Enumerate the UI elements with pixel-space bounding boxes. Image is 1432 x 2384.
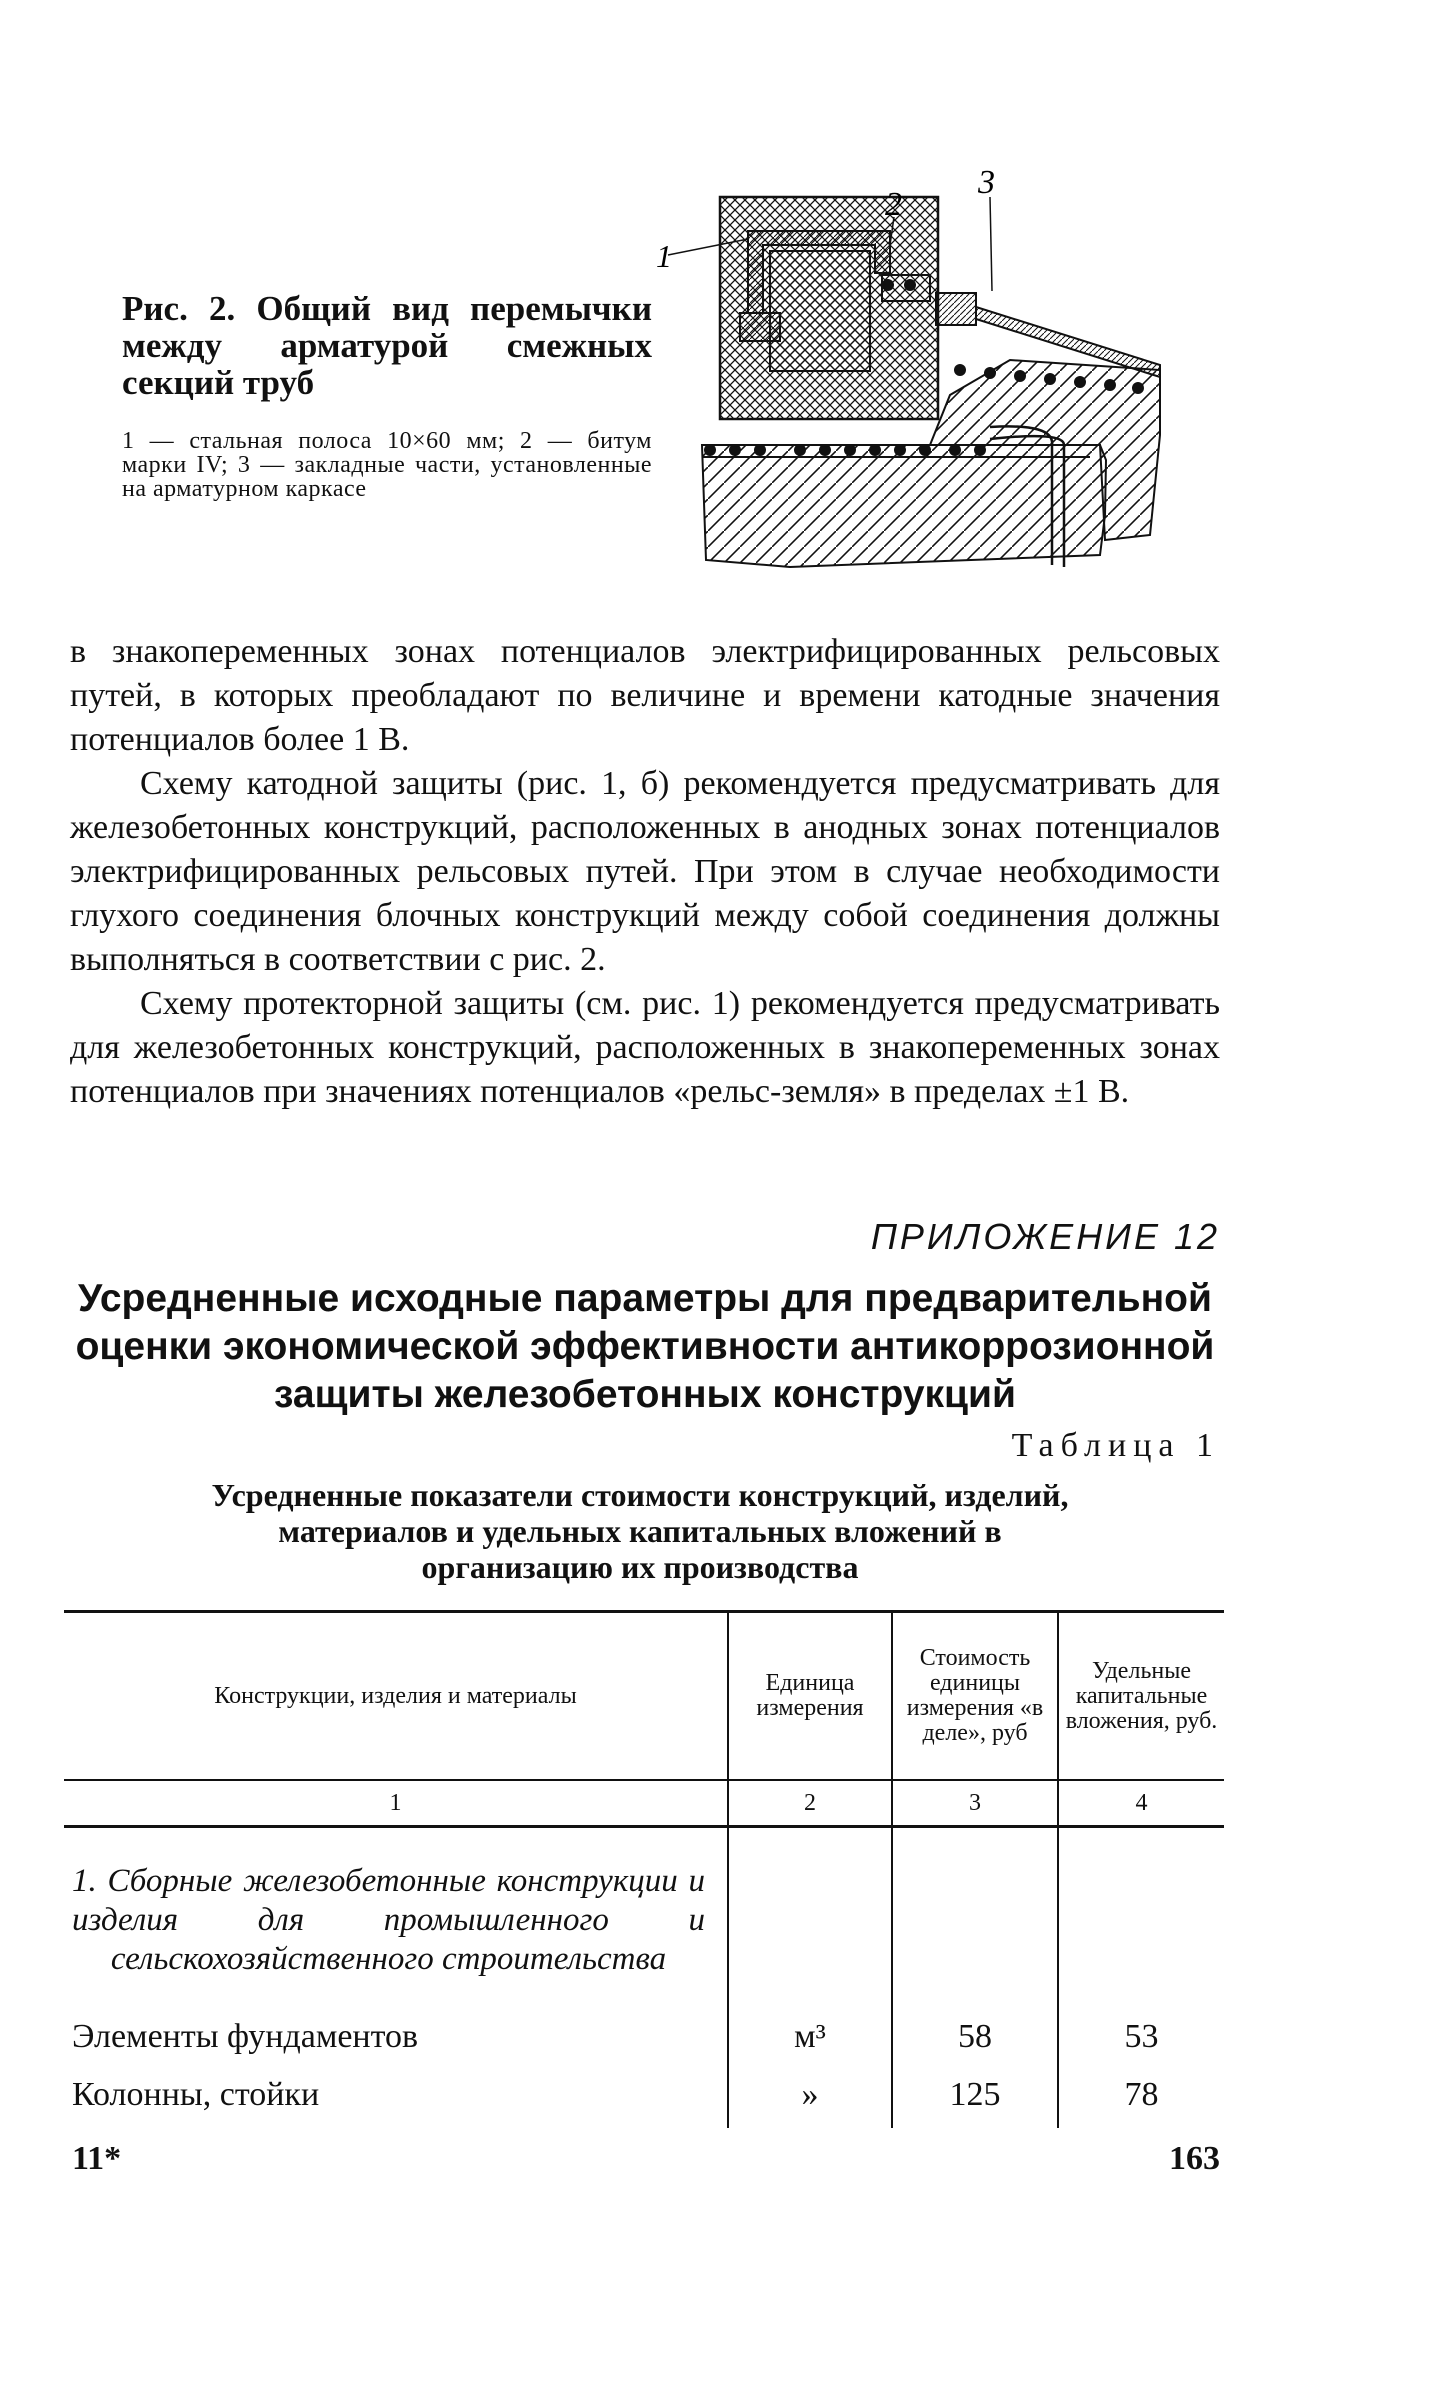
- table-section-row: [64, 1827, 1224, 2013]
- column-number: 1: [64, 1780, 728, 1827]
- row-cost: 58: [892, 2012, 1058, 2070]
- row-investment: 53: [1058, 2012, 1224, 2070]
- concrete-base: [702, 445, 1106, 567]
- row-unit: м³: [728, 2012, 892, 2070]
- section-title: 1. Сборные железобетонные конструкции и изделия для промышленного и сельскохозяйственного строительства: [72, 1863, 705, 1977]
- cost-table-wrap: [64, 1610, 1224, 2128]
- header-investment: Удельные капитальные вложения, руб.: [1058, 1612, 1224, 1781]
- empty-cell: [728, 1827, 892, 2013]
- paragraph-1: в знакопеременных зонах потенциалов электрифицированных рельсовых путей, в которых преобладают по величине и времени катодные значения потенциалов более 1 В.: [70, 633, 1220, 758]
- row-cost: 125: [892, 2070, 1058, 2128]
- empty-cell: [892, 1827, 1058, 2013]
- row-investment: 78: [1058, 2070, 1224, 2128]
- label-1: 1: [656, 238, 672, 274]
- table-row: [64, 2012, 1224, 2070]
- column-number: 2: [728, 1780, 892, 1827]
- table-row: [64, 2070, 1224, 2128]
- figure-drawing: [656, 164, 1180, 580]
- appendix-label: ПРИЛОЖЕНИЕ 12: [870, 1216, 1220, 1257]
- figure-caption: [122, 290, 652, 501]
- table-column-numbers: [64, 1780, 1224, 1827]
- figure-legend: 1 — стальная полоса 10×60 мм; 2 — битум марки IV; 3 — закладные части, установленные на арматурном каркасе: [122, 428, 652, 502]
- row-name: Элементы фундаментов: [72, 2018, 419, 2055]
- label-2: 2: [885, 186, 902, 223]
- header-cost: Стоимость единицы измерения «в деле», руб: [892, 1612, 1058, 1781]
- appendix-title: Усредненные исходные параметры для предварительной оценки экономической эффективности антикоррозионной защиты железобетонных конструкций: [75, 1277, 1215, 1416]
- empty-cell: [1058, 1827, 1224, 2013]
- row-name: Колонны, стойки: [72, 2076, 320, 2113]
- paragraph-3: Схему протекторной защиты (см. рис. 1) рекомендуется предусматривать для железобетонных конструкций, расположенных в знакопеременных зонах потенциалов при значениях потенциалов «рельс-земля» в пределах ±1 В.: [70, 985, 1220, 1110]
- header-unit: Единица измерения: [728, 1612, 892, 1781]
- column-number: 3: [892, 1780, 1058, 1827]
- page-number: 163: [1169, 2140, 1220, 2177]
- cost-table: [64, 1610, 1224, 2128]
- header-items: Конструкции, изделия и материалы: [64, 1612, 728, 1781]
- figure-title: Рис. 2. Общий вид перемычки между арматурой смежных секций труб: [122, 289, 652, 402]
- table-caption: Усредненные показатели стоимости конструкций, изделий, материалов и удельных капитальных вложений в организацию их производства: [211, 1477, 1069, 1585]
- table-header-row: [64, 1612, 1224, 1781]
- row-unit: »: [728, 2070, 892, 2128]
- table-label: Таблица 1: [1011, 1427, 1220, 1464]
- paragraph-2: Схему катодной защиты (рис. 1, б) рекомендуется предусматривать для железобетонных конструкций, расположенных в анодных зонах потенциалов электрифицированных рельсовых путей. При этом в случае необходимости глухого соединения блочных конструкций между собой соединения должны выполняться в соответствии с рис. 2.: [70, 765, 1220, 978]
- column-number: 4: [1058, 1780, 1224, 1827]
- label-3: 3: [978, 164, 995, 201]
- body-text: [70, 630, 1220, 1114]
- signature-mark: 11*: [72, 2140, 122, 2177]
